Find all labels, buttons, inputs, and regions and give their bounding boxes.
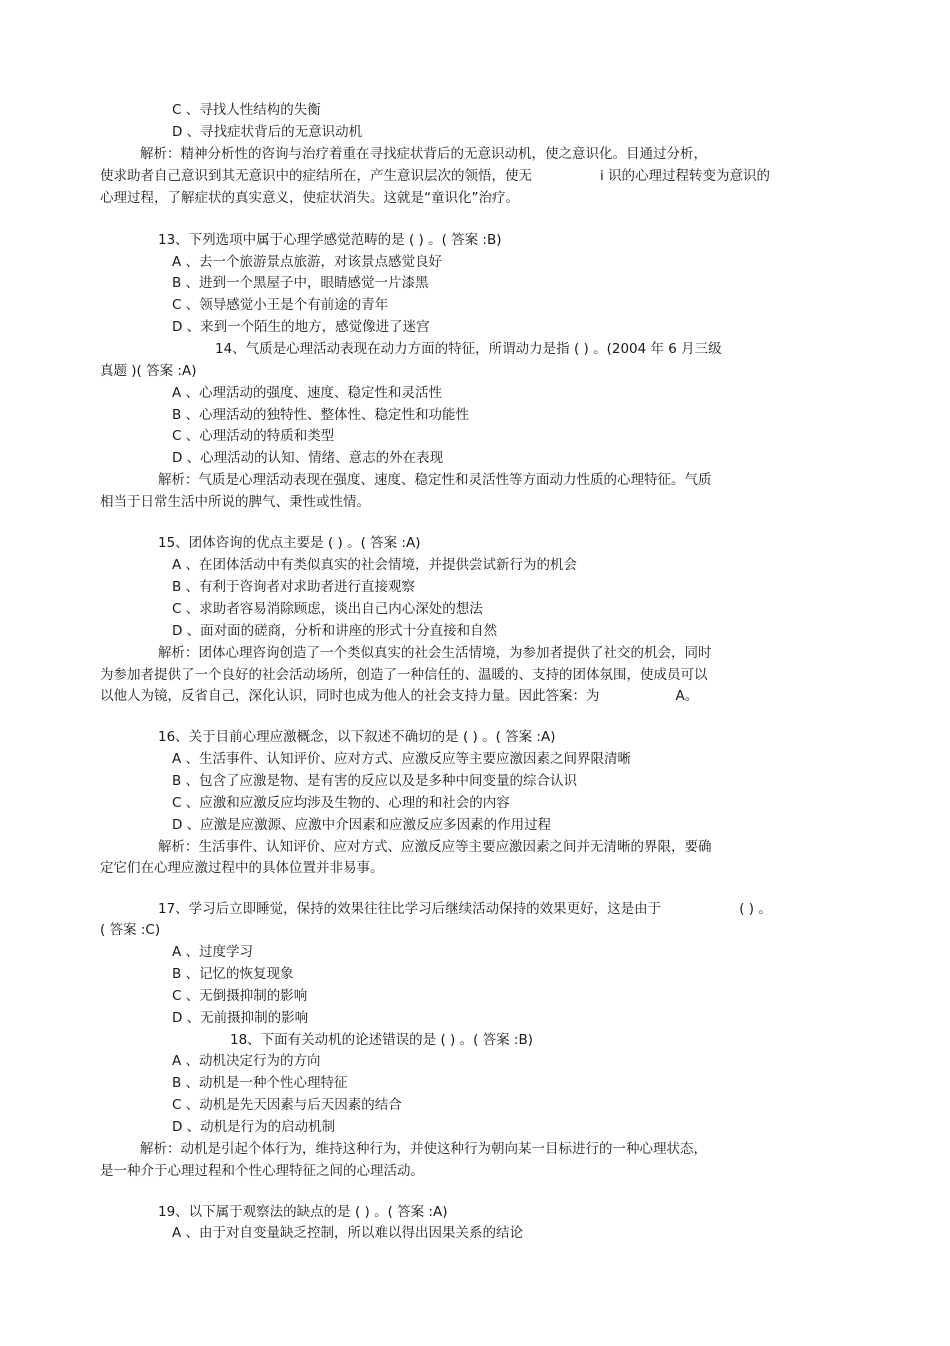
- option-line: B 、心理活动的独特性、整体性、稳定性和功能性: [172, 407, 470, 423]
- analysis-line: 为参加者提供了一个良好的社会活动场所，创造了一种信任的、温暖的、支持的团体氛围，使成员可以: [100, 667, 708, 683]
- analysis-line: 解析：气质是心理活动表现在强度、速度、稳定性和灵活性等方面动力性质的心理特征。气质: [158, 472, 712, 488]
- option-line: B 、记忆的恢复现象: [172, 966, 294, 982]
- analysis-line: 解析：生活事件、认知评价、应对方式、应激反应等主要应激因素之间并无清晰的界限，要确: [158, 839, 712, 855]
- analysis-line: [100, 686, 698, 706]
- analysis-line: 心理过程，了解症状的真实意义，使症状消失。这就是“童识化”治疗。: [100, 190, 519, 206]
- option-line: C 、动机是先天因素与后天因素的结合: [172, 1097, 402, 1113]
- analysis-line: 定它们在心理应激过程中的具体位置并非易事。: [100, 860, 384, 876]
- option-line: C 、求助者容易消除顾虑，谈出自己内心深处的想法: [172, 601, 483, 617]
- option-line: A 、过度学习: [172, 944, 254, 960]
- question-13: 13、下列选项中属于心理学感觉范畴的是 ( ) 。( 答案 :B): [158, 232, 502, 248]
- analysis-line: 是一种介于心理过程和个性心理特征之间的心理活动。: [100, 1163, 424, 1179]
- option-line: A 、生活事件、认知评价、应对方式、应激反应等主要应激因素之间界限清晰: [172, 751, 632, 767]
- option-line: A 、心理活动的强度、速度、稳定性和灵活性: [172, 385, 443, 401]
- analysis-line: 解析：团体心理咨询创造了一个类似真实的社会生活情境，为参加者提供了社交的机会，同时: [158, 645, 712, 661]
- option-line: B 、动机是一种个性心理特征: [172, 1075, 348, 1091]
- option-line: C 、寻找人性结构的失衡: [172, 102, 321, 118]
- question-19: 19、以下属于观察法的缺点的是 ( ) 。( 答案 :A): [158, 1204, 448, 1220]
- option-line: D 、无前摄抑制的影响: [172, 1010, 309, 1026]
- question-17: [158, 899, 772, 919]
- option-line: A 、由于对自变量缺乏控制，所以难以得出因果关系的结论: [172, 1225, 524, 1241]
- question-14: 14、气质是心理活动表现在动力方面的特征，所谓动力是指 ( ) 。(2004 年 6 月三级: [215, 341, 722, 357]
- option-line: A 、动机决定行为的方向: [172, 1053, 321, 1069]
- option-line: B 、进到一个黑屋子中，眼睛感觉一片漆黑: [172, 275, 429, 291]
- analysis-text: 使求助者自己意识到其无意识中的症结所在，产生意识层次的领悟，使无: [100, 168, 532, 184]
- option-line: D 、应激是应激源、应激中介因素和应激反应多因素的作用过程: [172, 817, 552, 833]
- analysis-line: 解析：动机是引起个体行为，维持这种行为，并使这种行为朝向某一目标进行的一种心理状态，: [140, 1141, 707, 1157]
- option-line: A 、在团体活动中有类似真实的社会情境，并提供尝试新行为的机会: [172, 557, 578, 573]
- question-18: 18、下面有关动机的论述错误的是 ( ) 。( 答案 :B): [230, 1032, 534, 1048]
- question-text: 17、学习后立即睡觉，保持的效果往往比学习后继续活动保持的效果更好，这是由于: [158, 901, 662, 917]
- option-line: D 、心理活动的认知、情绪、意志的外在表现: [172, 450, 444, 466]
- analysis-line: 相当于日常生活中所说的脾气、秉性或性情。: [100, 494, 370, 510]
- question-14-cont: 真题 )( 答案 :A): [100, 363, 197, 379]
- option-line: D 、动机是行为的启动机制: [172, 1119, 336, 1135]
- option-line: D 、来到一个陌生的地方，感觉像进了迷宫: [172, 319, 430, 335]
- analysis-text: A。: [675, 688, 699, 704]
- option-line: D 、面对面的磋商，分析和讲座的形式十分直接和自然: [172, 623, 498, 639]
- question-text: ( ) 。: [739, 901, 772, 917]
- analysis-text: i 识的心理过程转变为意识的: [600, 168, 771, 184]
- option-line: C 、领导感觉小王是个有前途的青年: [172, 297, 389, 313]
- question-16: 16、关于目前心理应激概念，以下叙述不确切的是 ( ) 。( 答案 :A): [158, 729, 556, 745]
- option-line: C 、心理活动的特质和类型: [172, 428, 335, 444]
- question-15: 15、团体咨询的优点主要是 ( ) 。( 答案 :A): [158, 535, 421, 551]
- option-line: C 、应激和应激反应均涉及生物的、心理的和社会的内容: [172, 795, 510, 811]
- analysis-line: 解析：精神分析性的咨询与治疗着重在寻找症状背后的无意识动机，使之意识化。目通过分析，: [140, 146, 707, 162]
- question-17-cont: ( 答案 :C): [100, 922, 161, 938]
- analysis-text: 以他人为镜，反省自己，深化认识，同时也成为他人的社会支持力量。因此答案：为: [100, 688, 600, 704]
- option-line: B 、包含了应激是物、是有害的反应以及是多种中间变量的综合认识: [172, 773, 578, 789]
- option-line: D 、寻找症状背后的无意识动机: [172, 124, 363, 140]
- option-line: C 、无倒摄抑制的影响: [172, 988, 308, 1004]
- analysis-line: [100, 166, 770, 186]
- option-line: B 、有利于咨询者对求助者进行直接观察: [172, 579, 416, 595]
- option-line: A 、去一个旅游景点旅游，对该景点感觉良好: [172, 254, 443, 270]
